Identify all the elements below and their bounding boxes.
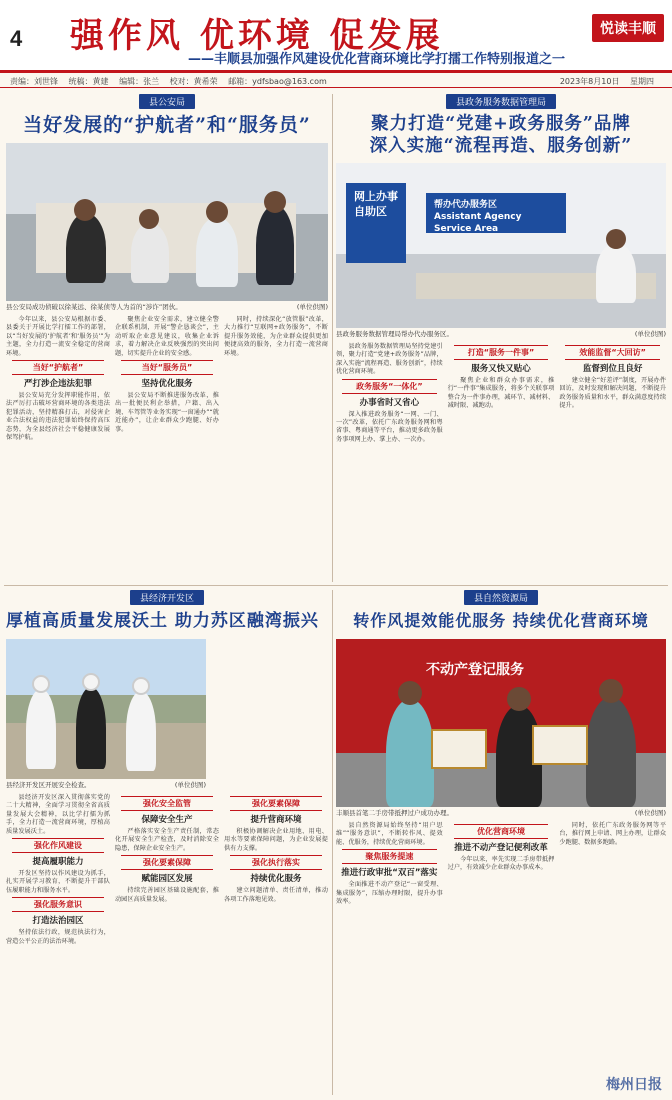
article-paragraph: 深入推进政务服务“一网、一门、一次”改革，依托广东政务服务网和粤省事、粤商通等平台，推动更多政务服务事项网上办、掌上办、一次办。 <box>336 410 443 443</box>
subhead-line: 持续优化服务 <box>250 874 302 885</box>
staff-reviewer: 统稿：黄建 <box>68 77 109 86</box>
article-paragraph: 聚焦企业安全需求，建立健全警企联系机制，开展“警企恳谈会”，主动听取企业意见建议，收集企业诉求，着力解决企业反映强烈的突出问题，切实提升企业的安全感。 <box>115 316 219 357</box>
photo-sign: 帮办代办服务区 Assistant Agency Service Area <box>426 193 566 233</box>
article-paragraph: 全面推进不动产登记“一窗受理、集成服务”，压缩办理时限，提升办事效率。 <box>336 881 443 906</box>
article-police <box>6 94 328 582</box>
photo-sign: 网上办事 自助区 <box>346 183 406 263</box>
subhead: 强化服务意识 <box>6 897 110 912</box>
article-headline: 转作风提效能优服务 持续优化营商环境 <box>353 611 649 630</box>
issue-weekday: 星期四 <box>630 77 654 86</box>
subhead: 当好“护航者” <box>6 360 110 375</box>
article-lead: 今年以来，县公安局根据市委、县委关于开展比学打擂工作的部署，以“当好发展的‘护航者’和‘服务员’”为主题，全力打造一流安全稳定的营商环境。 <box>6 316 110 357</box>
photo-caption <box>336 330 666 339</box>
staff-editor: 责编：刘世锋 <box>10 77 58 86</box>
article-paragraph: 建立问题清单、责任清单，推动各项工作落地见效。 <box>224 887 328 903</box>
caption-credit: (单位供图) <box>634 809 666 817</box>
subhead-line: 保障安全生产 <box>141 815 193 825</box>
subhead: 当好“服务员” <box>115 360 219 375</box>
article-photo <box>336 163 666 328</box>
photo-caption <box>336 809 666 818</box>
department-label: 县经济开发区 <box>130 590 204 605</box>
article-dev-zone <box>6 590 328 1095</box>
subhead: 优化营商环境 <box>448 824 555 839</box>
article-headline: 聚力打造“党建+政务服务”品牌 深入实施“流程再造、服务创新” <box>369 114 633 156</box>
article-paragraph: 县公安局不断推进服务改革，推出一批便民利企举措，户籍、出入境、车驾管等业务实现“一窗通办”“就近能办”，让企业群众少跑腿、好办事。 <box>115 392 219 433</box>
photo-caption <box>6 303 328 312</box>
department-label: 县公安局 <box>139 94 195 109</box>
article-lead: 县政务服务数据管理局坚持党建引领，聚力打造“党建+政务服务”品牌，深入实施“流程再造、服务创新”，持续优化营商环境。 <box>336 343 443 376</box>
article-paragraph: 积极协调解决企业用地、用电、用水等要素保障问题，为企业发展提供有力支撑。 <box>224 828 328 852</box>
newspaper-logo: 梅州日报 <box>606 1077 662 1093</box>
issue-date: 2023年8月10日 <box>559 77 620 86</box>
masthead <box>0 0 672 72</box>
subhead-line: 服务又快又贴心 <box>471 364 531 374</box>
subhead: 强化安全监管 <box>115 796 219 811</box>
caption-text: 县政务服务数据管理局帮办代办服务区。 <box>336 330 453 338</box>
article-photo <box>6 143 328 301</box>
caption-text: 丰顺县首笔二手房带抵押过户成功办理。 <box>336 809 453 817</box>
photo-banner: 不动产登记服务 <box>426 662 524 678</box>
caption-credit: (单位供图) <box>174 781 206 789</box>
subhead-line: 严打涉企违法犯罪 <box>23 379 92 390</box>
column-divider-lower <box>332 590 333 1095</box>
subhead-line: 办事省时又省心 <box>359 397 420 408</box>
column-divider <box>332 94 333 582</box>
staff-email: 邮箱：ydfsbao@163.com <box>228 77 327 86</box>
caption-credit: (单位供图) <box>296 303 328 311</box>
subhead: 效能监督“大回访” <box>559 345 666 360</box>
article-photo <box>6 639 206 779</box>
article-paragraph: 县公安局充分发挥职能作用，依法严厉打击破坏营商环境的各类违法犯罪活动，坚持精准打击，对侵害企业合法权益的违法犯罪始终保持高压态势，为全县经济社会平稳健康发展保驾护航。 <box>6 392 110 442</box>
article-paragraph: 同时，依托广东政务服务网等平台，推行网上申请、网上办理，让群众少跑腿、数据多跑路。 <box>559 822 666 846</box>
staff-line <box>0 74 672 88</box>
article-photo <box>336 639 666 807</box>
article-headline: 厚植高质量发展沃土 助力苏区融湾振兴 <box>6 611 319 631</box>
page-title: 强作风 优环境 促发展 <box>70 16 444 56</box>
department-label: 县自然资源局 <box>464 590 538 605</box>
article-lead: 县经济开发区深入贯彻落实党的二十大精神，全面学习贯彻全省高质量发展大会精神，以比学打擂为抓手，全力打造一流营商环境，厚植高质量发展沃土。 <box>6 794 110 835</box>
subhead: 打造“服务一件事” <box>448 345 555 360</box>
staff-layout: 编辑：张兰 <box>119 77 160 86</box>
department-label: 县政务服务数据管理局 <box>446 94 556 109</box>
subhead-line: 提高履职能力 <box>32 857 84 868</box>
subhead-line: 推进行政审批“双百”落实 <box>341 868 438 879</box>
subhead: 政务服务“一体化” <box>336 379 443 394</box>
article-paragraph: 持续完善园区基础设施配套，推动园区高质量发展。 <box>115 887 219 903</box>
subhead-line: 赋能园区发展 <box>141 874 193 885</box>
caption-text: 县公安局成功侦破以徐某远、徐某侦等人为首的“涉诈”团伙。 <box>6 303 182 311</box>
subhead-line: 监督到位且良好 <box>582 364 643 374</box>
article-paragraph: 聚焦企业和群众办事需求，推行“一件事”集成服务，将多个关联事项整合为一件事办理，减环节、减材料、减时限、减跑动。 <box>447 377 555 410</box>
page-number: 4 <box>10 26 23 51</box>
article-headline: 当好发展的“护航者”和“服务员” <box>23 114 311 136</box>
subhead: 强化要素保障 <box>115 855 219 870</box>
row-divider <box>4 585 668 586</box>
subhead: 强化要素保障 <box>224 796 328 811</box>
subhead-line: 打造法治园区 <box>32 916 84 927</box>
section-tag: 悦读丰顺 <box>592 14 664 42</box>
subhead: 强化作风建设 <box>6 838 110 853</box>
article-admin-service <box>336 94 666 582</box>
article-paragraph: 坚持依法行政，规范执法行为，营造公平公正的法治环境。 <box>6 929 110 945</box>
subhead-line: 推进不动产登记便利改革 <box>454 843 548 853</box>
subhead: 强化执行落实 <box>224 855 328 870</box>
article-paragraph: 开发区坚持以作风建设为抓手，扎实开展学习教育，不断提升干部队伍履职能力和服务水平。 <box>6 870 110 894</box>
page-subtitle: ——丰顺县加强作风建设优化营商环境比学打擂工作特别报道之一 <box>188 52 566 67</box>
caption-credit: (单位供图) <box>634 330 666 338</box>
subhead-line: 坚持优化服务 <box>141 379 193 390</box>
caption-text: 县经济开发区开展安全检查。 <box>6 781 91 789</box>
masthead-rule <box>0 70 672 73</box>
article-paragraph: 建立健全“好差评”制度，开展办件回访，及时发现和解决问题，不断提升政务服务质量和水平，群众满意度持续提升。 <box>559 377 666 410</box>
article-paragraph: 严格落实安全生产责任制，常态化开展安全生产检查，及时消除安全隐患，保障企业安全生产。 <box>115 828 219 852</box>
article-lead: 县自然资源局始终坚持“用户思维”“服务意识”，不断转作风、提效能、优服务，持续优化营商环境。 <box>336 822 443 846</box>
subhead: 聚焦服务提速 <box>336 849 443 864</box>
article-paragraph: 同时，持续深化“放管服”改革，大力推行“互联网+政务服务”，不断提升服务效能，为企业群众提供更加便捷高效的服务，全力打造一流营商环境。 <box>224 316 328 357</box>
article-paragraph: 今年以来，率先实现二手房带抵押过户，有效减少企业群众办事成本。 <box>447 856 555 872</box>
article-natural-resources <box>336 590 666 1095</box>
photo-caption <box>6 781 206 790</box>
staff-proof: 校对：黄希荣 <box>169 77 218 86</box>
subhead-line: 提升营商环境 <box>250 815 302 825</box>
